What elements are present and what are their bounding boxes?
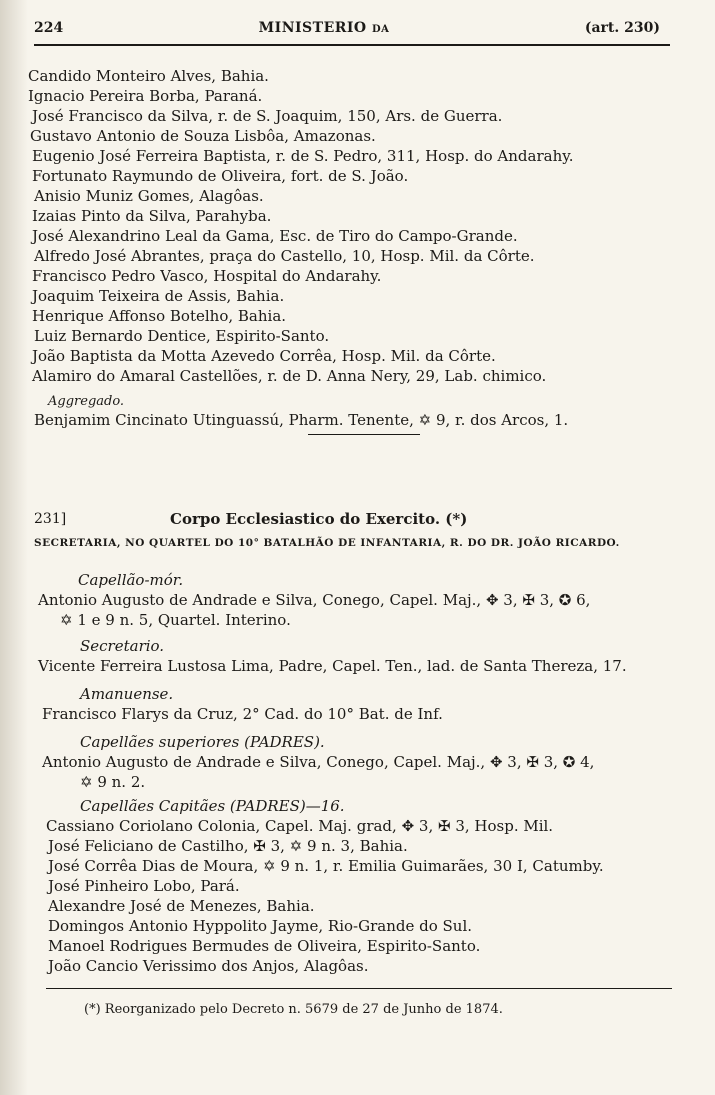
amanuense-line: Francisco Flarys da Cruz, 2° Cad. do 10° Bat. de Inf. (42, 705, 443, 723)
list-item: Joaquim Teixeira de Assis, Bahia. (32, 287, 285, 305)
page-edge-shadow (0, 0, 28, 1095)
list-item: Henrique Affonso Botelho, Bahia. (32, 307, 287, 325)
list-item: Izaias Pinto da Silva, Parahyba. (32, 207, 272, 225)
aggregado-entry: Benjamim Cincinato Utinguassú, Pharm. Tenente, ✡ 9, r. dos Arcos, 1. (34, 411, 569, 429)
amanuense-label: Amanuense. (80, 685, 174, 703)
list-item: Candido Monteiro Alves, Bahia. (28, 67, 269, 85)
capitaes-item: Alexandre José de Menezes, Bahia. (48, 897, 315, 915)
capitaes-item: José Pinheiro Lobo, Pará. (48, 877, 240, 895)
capellao-mor-line2: ✡ 1 e 9 n. 5, Quartel. Interino. (60, 611, 291, 629)
section-title: Corpo Ecclesiastico do Exercito. (*) (170, 510, 468, 528)
secretario-line: Vicente Ferreira Lustosa Lima, Padre, Capel. Ten., lad. de Santa Thereza, 17. (38, 657, 627, 675)
superiores-line2: ✡ 9 n. 2. (80, 773, 146, 791)
aggregado-label: Aggregado. (48, 394, 125, 409)
running-title: MINISTERIO da (258, 20, 390, 36)
capitaes-item: José Corrêa Dias de Moura, ✡ 9 n. 1, r. Emilia Guimarães, 30 I, Catumby. (48, 857, 604, 875)
capitaes-item: Manoel Rodrigues Bermudes de Oliveira, Espirito-Santo. (48, 937, 481, 955)
section-reference: (art. 230) (584, 20, 660, 36)
list-item: José Francisco da Silva, r. de S. Joaquim, 150, Ars. de Guerra. (32, 107, 503, 125)
header-rule (34, 44, 670, 46)
list-item: Eugenio José Ferreira Baptista, r. de S. Pedro, 311, Hosp. do Andarahy. (32, 147, 574, 165)
superiores-line1: Antonio Augusto de Andrade e Silva, Conego, Capel. Maj., ✥ 3, ✠ 3, ✪ 4, (42, 753, 595, 771)
footnote-rule (46, 988, 672, 989)
list-item: Luiz Bernardo Dentice, Espirito-Santo. (34, 327, 330, 345)
secretario-label: Secretario. (80, 637, 165, 655)
footnote: (*) Reorganizado pelo Decreto n. 5679 de 27 de Junho de 1874. (84, 1002, 503, 1017)
capellao-mor-label: Capellão-mór. (78, 571, 184, 589)
capellao-mor-line1: Antonio Augusto de Andrade e Silva, Conego, Capel. Maj., ✥ 3, ✠ 3, ✪ 6, (38, 591, 591, 609)
list-item: Alfredo José Abrantes, praça do Castello, 10, Hosp. Mil. da Côrte. (34, 247, 535, 265)
list-item: José Alexandrino Leal da Gama, Esc. de Tiro do Campo-Grande. (32, 227, 518, 245)
list-item: Alamiro do Amaral Castellões, r. de D. Anna Nery, 29, Lab. chimico. (32, 367, 547, 385)
list-item: Gustavo Antonio de Souza Lisbôa, Amazonas. (30, 127, 376, 145)
capitaes-item: José Feliciano de Castilho, ✠ 3, ✡ 9 n. 3, Bahia. (48, 837, 408, 855)
page-number: 224 (34, 20, 64, 36)
list-item: Ignacio Pereira Borba, Paraná. (28, 87, 263, 105)
list-item: João Baptista da Motta Azevedo Corrêa, Hosp. Mil. da Côrte. (32, 347, 496, 365)
short-rule (308, 434, 420, 435)
superiores-label: Capellães superiores (PADRES). (80, 733, 325, 751)
page-header (34, 20, 660, 44)
list-item: Francisco Pedro Vasco, Hospital do Andarahy. (32, 267, 382, 285)
section-subtitle: SECRETARIA, NO QUARTEL DO 10° BATALHÃO DE INFANTARIA, R. DO DR. JOÃO RICARDO. (34, 537, 620, 549)
capitaes-item: João Cancio Verissimo dos Anjos, Alagôas. (48, 957, 369, 975)
section-number: 231] (34, 511, 67, 527)
capitaes-label: Capellães Capitães (PADRES)—16. (80, 797, 345, 815)
capitaes-item: Domingos Antonio Hyppolito Jayme, Rio-Grande do Sul. (48, 917, 473, 935)
list-item: Fortunato Raymundo de Oliveira, fort. de S. João. (32, 167, 409, 185)
capitaes-item: Cassiano Coriolano Colonia, Capel. Maj. grad, ✥ 3, ✠ 3, Hosp. Mil. (46, 817, 554, 835)
list-item: Anisio Muniz Gomes, Alagôas. (34, 187, 264, 205)
